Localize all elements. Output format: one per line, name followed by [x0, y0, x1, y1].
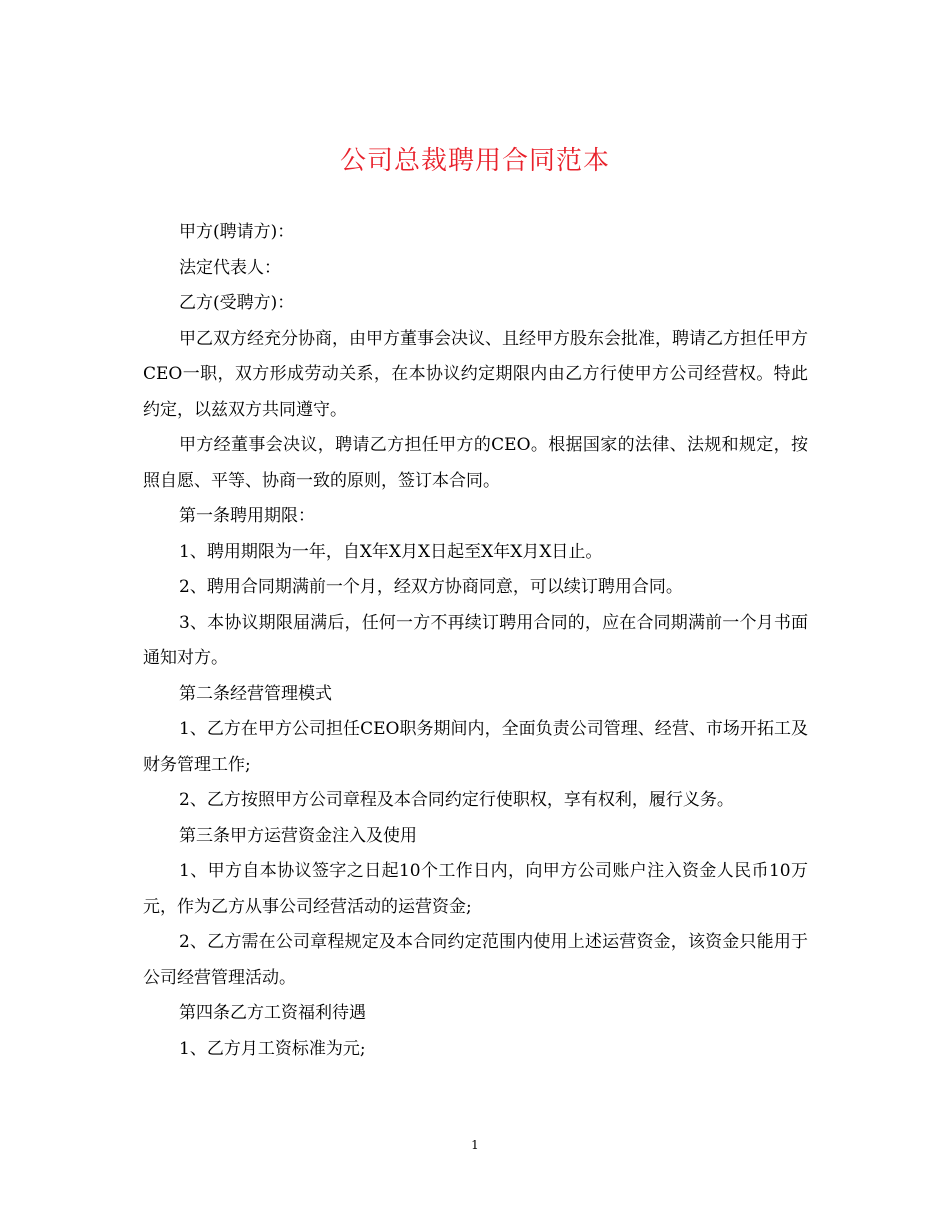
paragraph: 法定代表人： [179, 257, 281, 278]
paragraph: 甲方经董事会决议，聘请乙方担任甲方的CEO。根据国家的法律、法规和规定，按照自愿、平等、协商一致的原则，签订本合同。 [143, 435, 808, 491]
section-heading: 第二条经营管理模式 [179, 683, 332, 704]
paragraph: 1、聘用期限为一年，自X年X月X日起至X年X月X日止。 [179, 541, 603, 562]
paragraph: 2、乙方需在公司章程规定及本合同约定范围内使用上述运营资金，该资金只能用于公司经营管理活动。 [143, 932, 808, 988]
section-heading: 第一条聘用期限： [179, 506, 315, 526]
paragraph: 2、乙方按照甲方公司章程及本合同约定行使职权，享有权利，履行义务。 [179, 790, 734, 810]
document-body [143, 215, 808, 1067]
section-heading: 第三条甲方运营资金注入及使用 [179, 825, 417, 846]
paragraph: 2、聘用合同期满前一个月，经双方协商同意，可以续订聘用合同。 [179, 577, 683, 597]
paragraph: 甲方(聘请方)： [179, 222, 295, 242]
paragraph: 1、乙方在甲方公司担任CEO职务期间内，全面负责公司管理、经营、市场开拓工及财务管理工作; [143, 719, 808, 775]
paragraph: 甲乙双方经充分协商，由甲方董事会决议、且经甲方股东会批准，聘请乙方担任甲方CEO一职，双方形成劳动关系，在本协议约定期限内由乙方行使甲方公司经营权。特此约定，以兹双方共同遵守。 [143, 328, 808, 420]
paragraph: 3、本协议期限届满后，任何一方不再续订聘用合同的，应在合同期满前一个月书面通知对方。 [143, 612, 808, 668]
paragraph: 1、甲方自本协议签字之日起10个工作日内，向甲方公司账户注入资金人民币10万元，作为乙方从事公司经营活动的运营资金; [143, 861, 808, 917]
document-title: 公司总裁聘用合同范本 [339, 146, 610, 176]
paragraph: 1、乙方月工资标准为元; [179, 1038, 366, 1059]
section-heading: 第四条乙方工资福利待遇 [179, 1003, 366, 1023]
page-number: 1 [471, 1138, 479, 1152]
paragraph: 乙方(受聘方)： [179, 293, 295, 313]
